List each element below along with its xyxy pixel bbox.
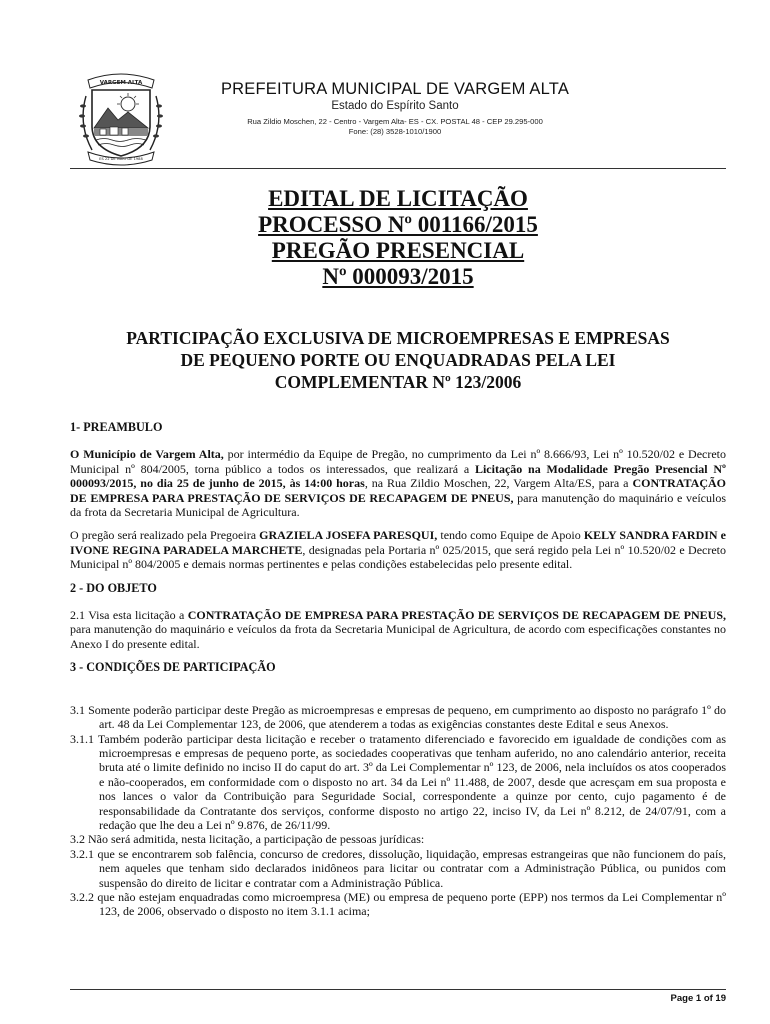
- clause-3-1: 3.1 Somente poderão participar deste Pregão as microempresas e empresas de pequeno, em cumprimento ao disposto no parágrafo 1º do art. 48 da Lei Complementar 123, de 2006, que atenderem a todas as exigências constantes deste Edital e seus Anexos.: [70, 702, 726, 732]
- title-line-1: EDITAL DE LICITAÇÃO: [268, 186, 528, 211]
- section-heading-participacao: 3 - CONDIÇÕES DE PARTICIPAÇÃO: [70, 660, 276, 675]
- letterhead-address-block: [180, 117, 610, 137]
- document-body: [70, 420, 726, 919]
- section-heading-objeto: 2 - DO OBJETO: [70, 580, 157, 595]
- letterhead-divider: [70, 168, 726, 169]
- title-line-4: Nº 000093/2015: [322, 264, 474, 289]
- document-subtitle: [70, 327, 726, 393]
- title-line-2: PROCESSO Nº 001166/2015: [258, 212, 538, 237]
- text-run: tendo como Equipe de Apoio: [437, 528, 584, 543]
- clause-3-2-1: 3.2.1 que se encontrarem sob falência, concurso de credores, dissolução, liquidação, empresas estrangeiras que não funcionem do país, nem aqueles que tenham sido declarados inidôneos para licitar ou contratar com a Administração Pública, ou punidos com suspensão do direito de licitar e contratar com a Administração Pública.: [70, 846, 726, 890]
- text-run: , na Rua Zildio Moschen, 22, Vargem Alta/ES, para a: [364, 476, 633, 491]
- text-run: para manutenção do maquinário e veículos da frota da Secretaria Municipal de Agricultura.: [70, 490, 727, 520]
- auctioneer-name: GRAZIELA JOSEFA PARESQUI,: [259, 528, 438, 543]
- crest-scroll-text: ES 22 DE MAIO DE 1988: [99, 157, 143, 161]
- text-run: para manutenção do maquinário e veículos da frota da Secretaria Municipal de Agricultura, de acordo com especificações constantes no Anexo I do presente edital.: [70, 622, 726, 651]
- municipal-crest-icon: [74, 66, 168, 166]
- contract-object: CONTRATAÇÃO DE EMPRESA PARA PRESTAÇÃO DE SERVIÇOS DE RECAPAGEM DE PNEUS,: [70, 476, 726, 505]
- preambulo-paragraph-2: [70, 528, 726, 571]
- footer-divider: [70, 989, 726, 990]
- text-run: , designadas pela Portaria nº 025/2015, que será regido pela Lei nº 10.520/02 e Decreto Municipal nº 804/2005 e demais normas pertinentes e pelas condições estabelecidas pelo presente edital.: [70, 542, 727, 572]
- title-line-3: PREGÃO PRESENCIAL: [271, 238, 525, 263]
- page-number: Page 1 of 19: [670, 993, 726, 1004]
- section-heading-preambulo: 1- PREAMBULO: [70, 420, 163, 434]
- document-title: [70, 186, 726, 290]
- letterhead-phone: Fone: (28) 3528-1010/1900: [348, 127, 442, 136]
- bid-modality-date: Licitação na Modalidade Pregão Presencial Nº 000093/2015, no dia 25 de junho de 2015, às 14:00 horas: [70, 461, 726, 491]
- subtitle-line-1: PARTICIPAÇÃO EXCLUSIVA DE MICROEMPRESAS E EMPRESAS: [126, 328, 670, 348]
- clause-3-2-2: 3.2.2 que não estejam enquadradas como microempresa (ME) ou empresa de pequeno porte (EPP) nos termos da Lei Complementar nº 123, de 2006, observado o disposto no item 3.1.1 acima;: [70, 889, 726, 919]
- crest-banner-text: VARGEM ALTA: [99, 80, 143, 86]
- support-team-names: KELY SANDRA FARDIN e IVONE REGINA PARADELA MARCHETE: [70, 528, 726, 557]
- clause-3-2: 3.2 Não será admitida, nesta licitação, a participação de pessoas jurídicas:: [70, 832, 425, 847]
- subtitle-line-2: DE PEQUENO PORTE OU ENQUADRADAS PELA LEI: [180, 350, 616, 370]
- objeto-paragraph: [70, 608, 726, 651]
- letterhead-state: Estado do Espírito Santo: [331, 100, 459, 112]
- letterhead-address: Rua Zildio Moschen, 22 - Centro - Vargem Alta- ES - CX. POSTAL 48 - CEP 29.295-000: [247, 117, 543, 126]
- municipality-name: O Município de Vargem Alta,: [70, 447, 224, 462]
- letterhead-title: PREFEITURA MUNICIPAL DE VARGEM ALTA: [220, 80, 570, 98]
- contract-object: CONTRATAÇÃO DE EMPRESA PARA PRESTAÇÃO DE SERVIÇOS DE RECAPAGEM DE PNEUS,: [187, 608, 726, 623]
- text-run: por intermédio da Equipe de Pregão, no cumprimento da Lei nº 8.666/93, Lei nº 10.520/02 e Decreto Municipal nº 804/2005, torna público a todos os interessados, que realizará a: [70, 447, 726, 476]
- text-run: O pregão será realizado pela Pregoeira: [70, 528, 260, 543]
- clause-3-1-1: 3.1.1 Também poderão participar desta licitação e receber o tratamento diferenciado e favorecido em igualdade de condições com as microempresas e empresas de pequeno porte, as sociedades cooperativas que tenham auferido, no ano calendário anterior, receita bruta até o limite definido no inciso II do caput do art. 3º da Lei Complementar nº 123, de 2006, nela incluídos os atos cooperados e não-cooperados, em conformidade com o disposto no art. 34 da Lei nº 11.488, de 2007, desde que acresçam em sua proposta e nos lances o valor da Contribuição para Seguridade Social, correspondente a quinze por cento, cujo pagamento é de responsabilidade da Contratante dos serviços, conforme disposto no artigo 22, inciso IV, da Lei nº 8.212, de 24/07/91, com a redação que lhe deu a Lei nº 9.876, de 26/11/99.: [70, 731, 726, 832]
- subtitle-line-3: COMPLEMENTAR Nº 123/2006: [274, 372, 522, 392]
- preambulo-paragraph-1: [70, 447, 726, 519]
- text-run: 2.1 Visa esta licitação a: [70, 608, 188, 623]
